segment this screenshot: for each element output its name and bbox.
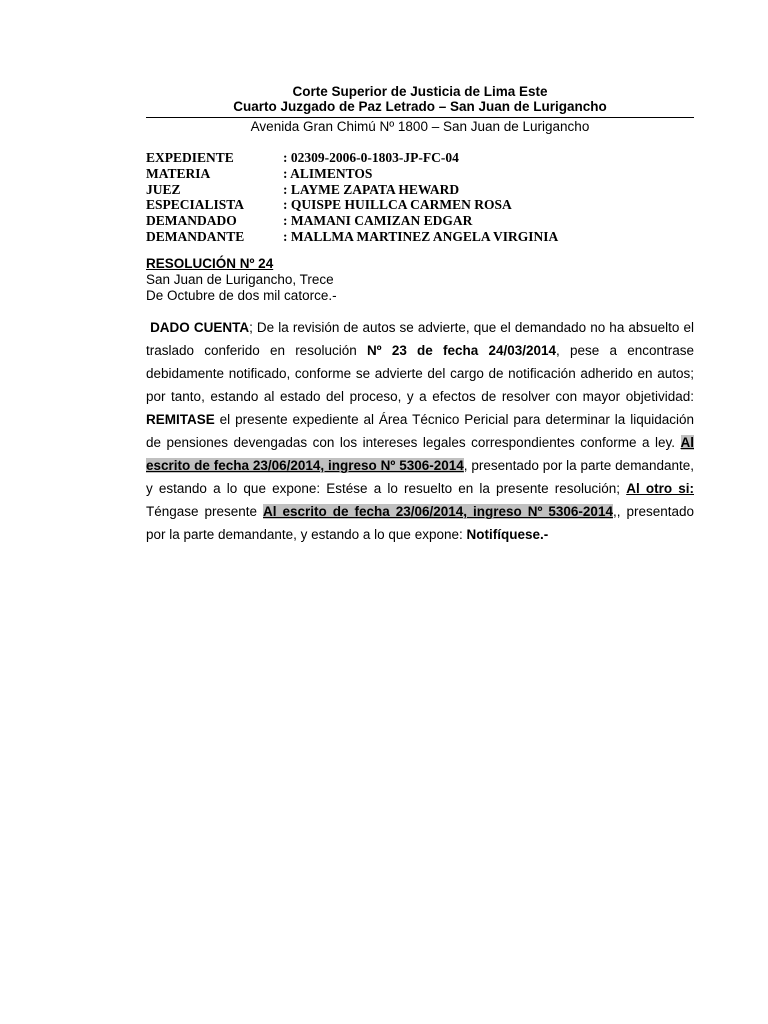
case-info-value: : MAMANI CAMIZAN EDGAR [283,213,473,229]
highlighted-reference: Al escrito de fecha 23/06/2014, ingreso Nº 5306-2014 [146,435,694,473]
case-info-value: : ALIMENTOS [283,165,373,181]
document-header [146,84,694,134]
case-info-label: DEMANDADO [146,213,237,229]
resolution-block [146,256,337,304]
remitase: REMITASE [146,412,215,427]
resolution-body [146,316,694,546]
notifiquese: Notifíquese.- [466,527,549,542]
case-info-label: EXPEDIENTE [146,150,234,165]
case-info-row [146,150,558,166]
header-divider [146,117,694,118]
resolution-title: RESOLUCIÓN Nº 24 [146,256,274,271]
body-text: Téngase presente [146,504,264,519]
case-info-value: : MALLMA MARTINEZ ANGELA VIRGINIA [283,228,559,244]
resolution-ref: Nº 23 de fecha 24/03/2014 [366,343,557,358]
body-text: , pese a encontrase debidamente notificado, conforme se advierte del cargo de notificación adherido en autos; por tanto, estando al estado del proceso, y a efectos de resolver con mayor objetividad: [146,343,694,404]
case-info-label: MATERIA [146,165,211,181]
case-info-label: JUEZ [146,181,181,197]
court-address: Avenida Gran Chimú Nº 1800 – San Juan de Lurigancho [250,119,590,134]
resolution-place-date: De Octubre de dos mil catorce.- [146,288,337,303]
al-otro-si: Al otro si: [626,481,695,496]
case-info-row [146,213,558,229]
dado-cuenta: DADO CUENTA [150,320,250,335]
case-info-value: : QUISPE HUILLCA CARMEN ROSA [283,197,512,213]
case-info-value: : LAYME ZAPATA HEWARD [283,181,460,197]
juzgado-name: Cuarto Juzgado de Paz Letrado – San Juan de Lurigancho [233,99,607,114]
case-info-value: : 02309-2006-0-1803-JP-FC-04 [283,150,459,165]
case-info-block [146,150,558,245]
case-info-row [146,197,558,213]
body-text: el presente expediente al Área Técnico Pericial para determinar la liquidación de pensiones devengadas con los intereses legales correspondientes conforme a ley. [146,412,694,450]
highlighted-reference: Al escrito de fecha 23/06/2014, ingreso Nº 5306-2014 [263,504,613,519]
case-info-label: DEMANDANTE [146,228,245,244]
body-text: , presentado por la parte demandante, y estando a lo que expone: Estése a lo resuelto en la presente resolución; [146,458,694,496]
case-info-label: ESPECIALISTA [146,197,245,213]
resolution-place-date: San Juan de Lurigancho, Trece [146,272,334,287]
case-info-row [146,229,558,245]
body-text: ; De la revisión de autos se advierte, que el demandado no ha absuelto el traslado conferido en resolución [146,320,694,358]
case-info-row [146,166,558,182]
body-text: ,, presentado por la parte demandante, y estando a lo que expone: [146,504,694,542]
case-info-row [146,182,558,198]
court-name: Corte Superior de Justicia de Lima Este [292,84,548,99]
